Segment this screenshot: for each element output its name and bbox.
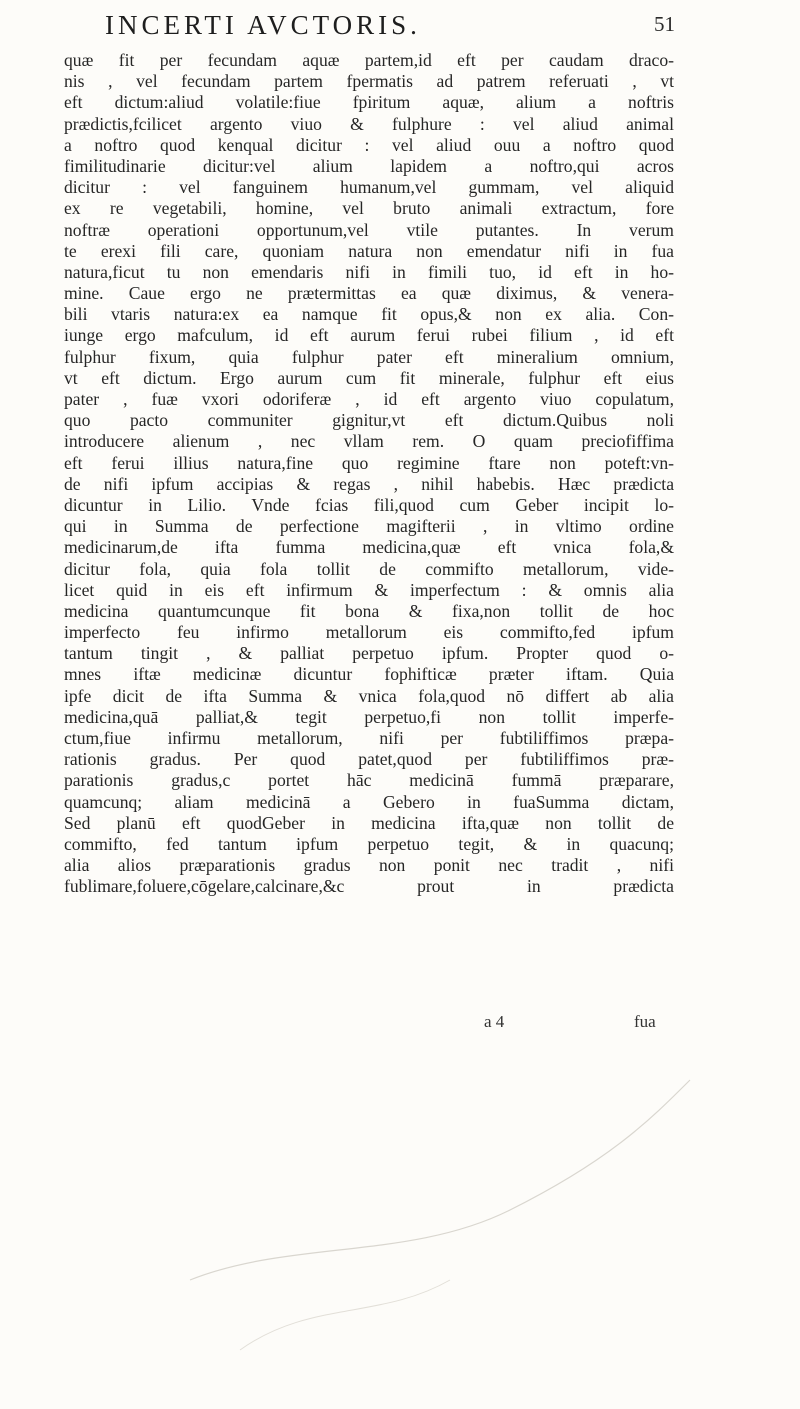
text-line: fublimare,foluere,cōgelare,calcinare,&c prout in prædicta: [64, 876, 674, 897]
text-line: dicitur : vel fanguinem humanum,vel gummam, vel aliquid: [64, 177, 674, 198]
text-line: de nifi ipfum accipias & regas , nihil habebis. Hæc prædicta: [64, 473, 674, 494]
text-line: introducere alienum , nec vllam rem. O quam preciofiffima: [64, 431, 674, 452]
text-line: te erexi fili care, quoniam natura non emendatur nifi in fua: [64, 240, 674, 261]
text-line: pater , fuæ vxori odoriferæ , id eft argento viuo copulatum,: [64, 389, 674, 409]
text-line: nis , vel fecundam partem fpermatis ad patrem referuati , vt: [64, 71, 674, 92]
page-number: 51: [654, 12, 675, 36]
text-line: rationis gradus. Per quod patet,quod per fubtiliffimos præ-: [64, 749, 674, 770]
text-line: mine. Caue ergo ne prætermittas ea quæ diximus, & venera-: [64, 283, 674, 304]
text-line: commifto, fed tantum ipfum perpetuo tegit, & in quacunq;: [64, 833, 674, 854]
text-line: eft dictum:aliud volatile:fiue fpiritum aquæ, alium a noftris: [64, 92, 674, 113]
text-line: licet quid in eis eft infirmum & imperfectum : & omnis alia: [64, 579, 674, 600]
text-line: ex re vegetabili, homine, vel bruto animali extractum, fore: [64, 198, 674, 219]
running-head: INCERTI AVCTORIS.: [105, 10, 421, 40]
text-line: natura,ficut tu non emendaris nifi in fimili tuo, id eft in ho-: [64, 261, 674, 282]
text-line: dicuntur in Lilio. Vnde fcias fili,quod cum Geber incipit lo-: [64, 494, 674, 515]
text-line: imperfecto feu infirmo metallorum eis commifto,fed ipfum: [64, 622, 674, 643]
text-line: Sed planū eft quodGeber in medicina ifta,quæ non tollit de: [64, 812, 674, 833]
signature-mark: a 4: [484, 1012, 505, 1031]
text-line: quamcunq; aliam medicinā a Gebero in fuaSumma dictam,: [64, 791, 674, 812]
text-line: ipfe dicit de ifta Summa & vnica fola,quod nō differt ab alia: [64, 685, 674, 706]
text-line: prædictis,fcilicet argento viuo & fulphure : vel aliud animal: [64, 113, 674, 134]
text-line: a noftro quod kenqual dicitur : vel aliud ouu a noftro quod: [64, 134, 674, 155]
text-line: iunge ergo mafculum, id eft aurum ferui rubei filium , id eft: [64, 325, 674, 346]
body-text: [64, 50, 674, 898]
text-line: medicinarum,de ifta fumma medicina,quæ eft vnica fola,&: [64, 537, 674, 558]
text-line: fulphur fixum, quia fulphur pater eft mineralium omnium,: [64, 346, 674, 367]
text-line: qui in Summa de perfectione magifterii , in vltimo ordine: [64, 516, 674, 537]
text-line: fimilitudinarie dicitur:vel alium lapidem a noftro,qui acros: [64, 155, 674, 176]
text-line: parationis gradus,c portet hāc medicinā fummā præparare,: [64, 770, 674, 791]
text-line: mnes iftæ medicinæ dicuntur fophifticæ præter iftam. Quia: [64, 664, 674, 685]
text-line: tantum tingit , & palliat perpetuo ipfum. Propter quod o-: [64, 643, 674, 664]
text-line: medicina quantumcunque fit bona & fixa,non tollit de hoc: [64, 600, 674, 621]
page-header: [60, 8, 790, 48]
text-line: alia alios præparationis gradus non ponit nec tradit , nifi: [64, 855, 674, 876]
text-line: eft ferui illius natura,fine quo regimine ftare non poteft:vn-: [64, 452, 674, 473]
paper-stain: [150, 1060, 710, 1360]
text-line: bili vtaris natura:ex ea namque fit opus,& non ex alia. Con-: [64, 304, 674, 325]
text-line: quo pacto communiter gignitur,vt eft dictum.Quibus noli: [64, 410, 674, 431]
text-line: medicina,quā palliat,& tegit perpetuo,fi non tollit imperfe-: [64, 706, 674, 727]
text-line: dicitur fola, quia fola tollit de commifto metallorum, vide-: [64, 558, 674, 579]
text-line: noftræ operationi opportunum,vel vtile putantes. In verum: [64, 219, 674, 240]
catchword: fua: [634, 1012, 656, 1031]
text-line: quæ fit per fecundam aquæ partem,id eft per caudam draco-: [64, 50, 674, 70]
text-line: ctum,fiue infirmu metallorum, nifi per fubtiliffimos præpa-: [64, 728, 674, 748]
text-line: vt eft dictum. Ergo aurum cum fit minerale, fulphur eft eius: [64, 367, 674, 388]
